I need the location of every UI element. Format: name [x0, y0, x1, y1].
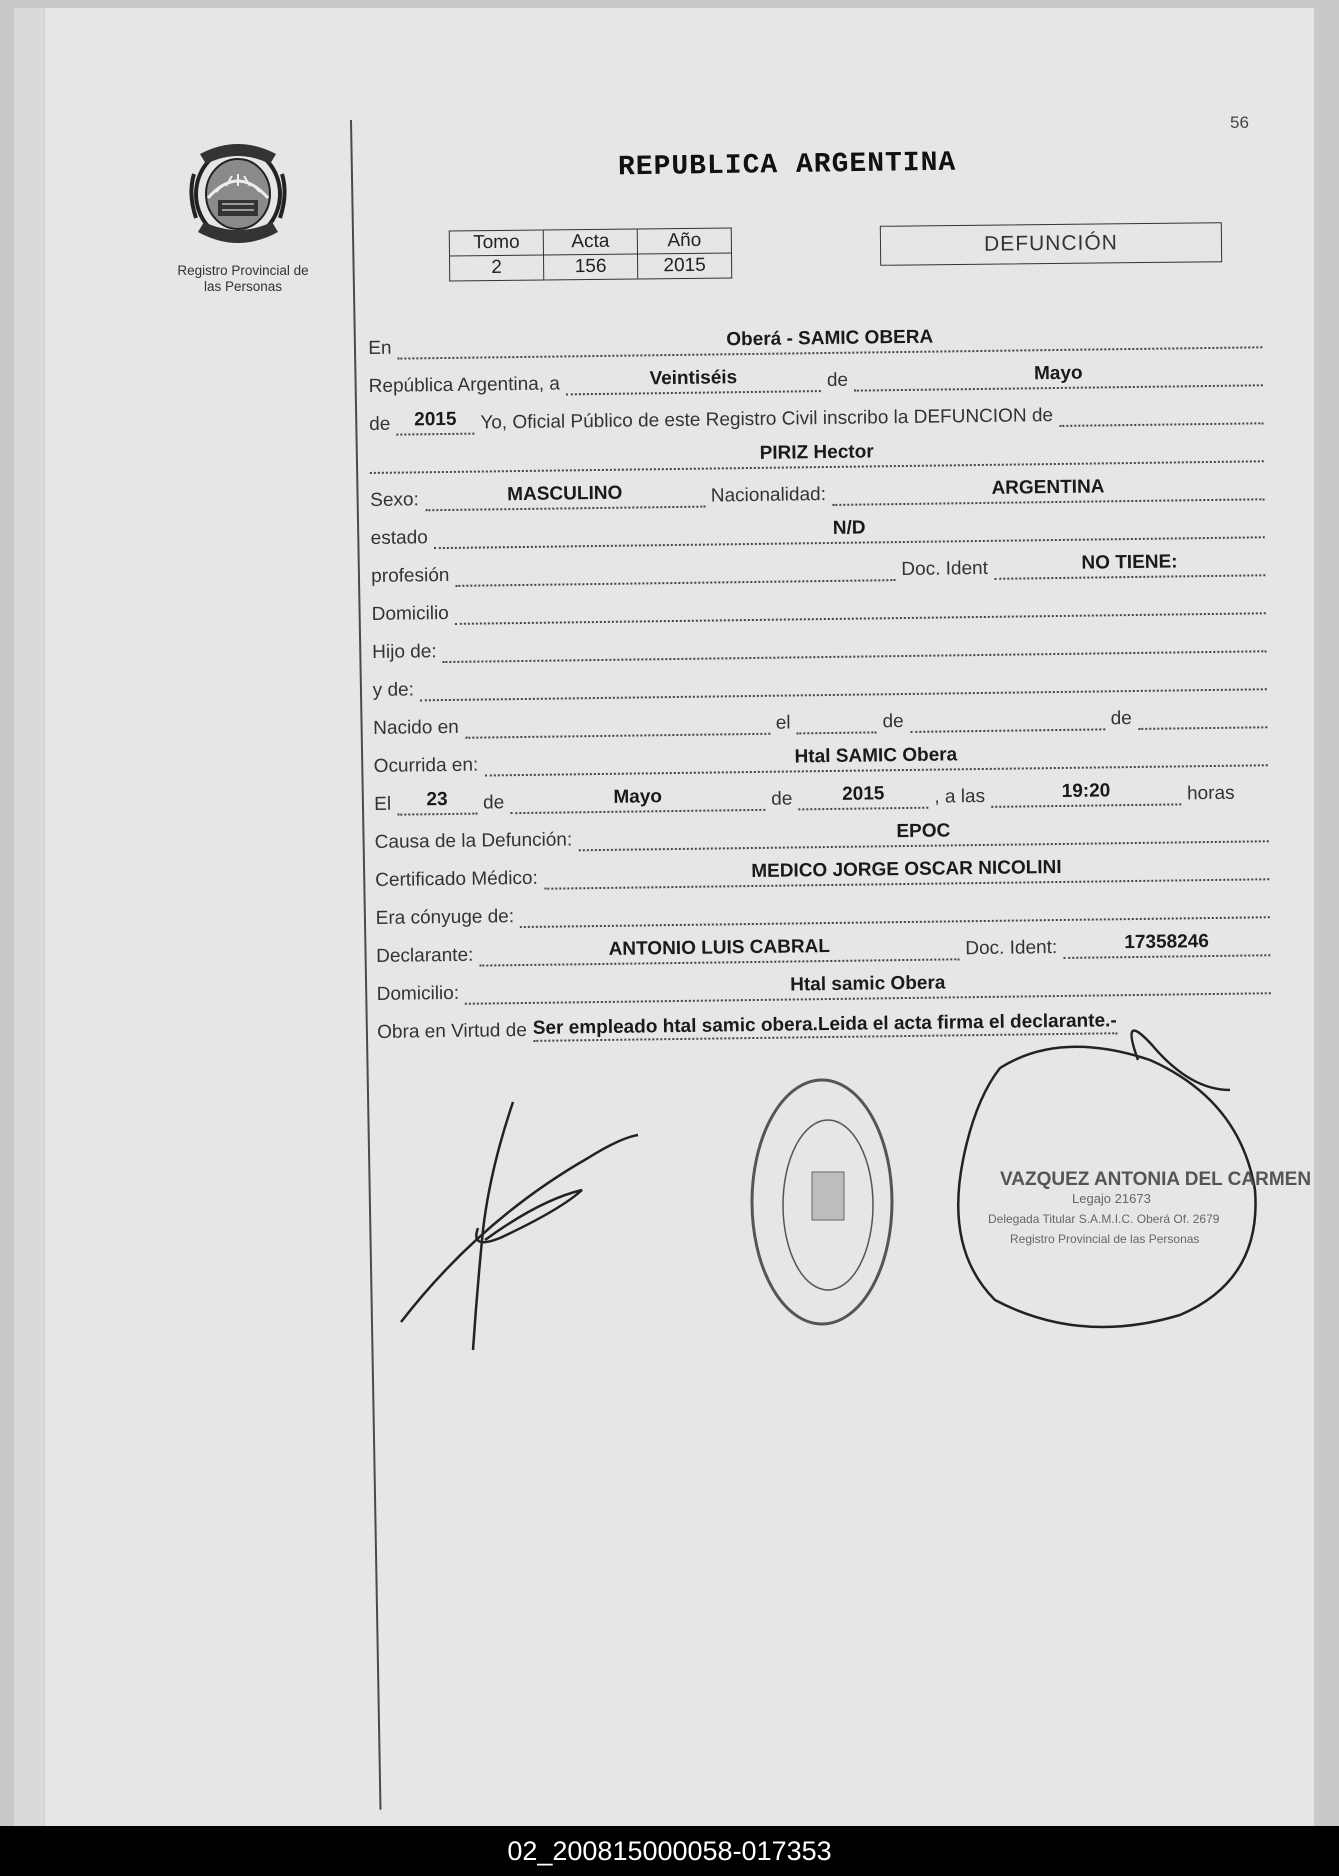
nacionalidad-label: Nacionalidad:	[710, 484, 827, 507]
conyuge-label: Era cónyuge de:	[375, 906, 515, 929]
horas-label: horas	[1186, 782, 1235, 805]
registry-line-1: Registro Provincial de	[177, 263, 309, 278]
record-type-box: DEFUNCIÓN	[880, 222, 1222, 266]
day-words-value: Veintiséis	[566, 366, 821, 395]
sexo-value: MASCULINO	[425, 482, 705, 512]
header-tomo: Tomo	[449, 230, 543, 256]
hijo-label: Hijo de:	[372, 641, 437, 663]
official-registry-text: Registro Provincial de las Personas	[1010, 1232, 1200, 1246]
doc-ident2-label: Doc. Ident:	[965, 937, 1058, 960]
doc-ident-value: NO TIENE:	[994, 550, 1266, 580]
value-acta: 156	[544, 254, 638, 280]
causa-label: Causa de la Defunción:	[374, 829, 573, 853]
file-id-footer: 02_200815000058-017353	[0, 1826, 1339, 1876]
page-number: 56	[1230, 113, 1249, 132]
certificado-value: MEDICO JORGE OSCAR NICOLINI	[544, 854, 1270, 889]
official-name-text: VAZQUEZ ANTONIA DEL CARMEN	[1000, 1169, 1312, 1190]
declarante-value: ANTONIO LUIS CABRAL	[479, 934, 959, 966]
a-las-label: , a las	[934, 785, 986, 808]
estado-value: N/D	[434, 512, 1265, 549]
nacido-label: Nacido en	[373, 716, 459, 739]
registrar-signature-stamp	[958, 1031, 1311, 1327]
ocurrida-label: Ocurrida en:	[373, 754, 479, 777]
de-label-5: de	[482, 792, 505, 814]
obra-label: Obra en Virtud de	[377, 1019, 527, 1043]
profesion-label: profesión	[371, 564, 450, 587]
republica-label: República Argentina, a	[368, 373, 561, 397]
yo-text: Yo, Oficial Público de este Registro Civil inscribo la DEFUNCION de	[480, 405, 1054, 434]
death-day-value: 23	[397, 789, 477, 816]
obra-value: Ser empleado htal samic obera.Leida el acta firma el declarante.-	[533, 1010, 1117, 1042]
de-label-2: de	[369, 413, 391, 435]
death-year-value: 2015	[798, 783, 928, 811]
month-value: Mayo	[854, 360, 1263, 391]
year-value: 2015	[396, 409, 474, 436]
value-tomo: 2	[450, 255, 544, 281]
domicilio2-label: Domicilio:	[376, 982, 460, 1005]
en-label: En	[368, 337, 392, 359]
doc-ident-label: Doc. Ident	[901, 557, 989, 581]
value-anio: 2015	[637, 253, 731, 279]
de-label-4: de	[1110, 708, 1132, 730]
declarante-label: Declarante:	[376, 944, 474, 967]
el-cap-label: El	[374, 793, 392, 815]
nacionalidad-value: ARGENTINA	[832, 474, 1265, 506]
death-time-value: 19:20	[991, 779, 1181, 807]
sexo-label: Sexo:	[370, 489, 419, 511]
de-label-3: de	[882, 711, 904, 733]
causa-value: EPOC	[578, 816, 1269, 851]
place-value: Oberá - SAMIC OBERA	[397, 322, 1262, 359]
death-month-value: Mayo	[510, 785, 765, 814]
doc-ident2-value: 17358246	[1063, 930, 1270, 959]
de-label-6: de	[771, 788, 793, 810]
ocurrida-value: Htal SAMIC Obera	[484, 740, 1268, 776]
registry-line-2: las Personas	[203, 279, 283, 294]
domicilio-label: Domicilio	[371, 602, 449, 625]
header-anio: Año	[637, 228, 731, 254]
official-role-text: Delegada Titular S.A.M.I.C. Oberá Of. 2679	[988, 1212, 1220, 1226]
y-de-label: y de:	[372, 679, 415, 701]
header-acta: Acta	[543, 229, 637, 255]
estado-label: estado	[370, 527, 428, 549]
domicilio2-value: Htal samic Obera	[465, 968, 1271, 1005]
declarant-signature	[401, 1102, 638, 1350]
de-label-1: de	[826, 369, 849, 391]
page-title: REPUBLICA ARGENTINA	[617, 147, 957, 184]
el-label: el	[775, 712, 791, 734]
official-round-stamp	[752, 1080, 892, 1324]
certificado-label: Certificado Médico:	[375, 867, 538, 891]
deceased-name-value: PIRIZ Hector	[370, 436, 1264, 474]
official-legajo-text: Legajo 21673	[1072, 1191, 1151, 1206]
